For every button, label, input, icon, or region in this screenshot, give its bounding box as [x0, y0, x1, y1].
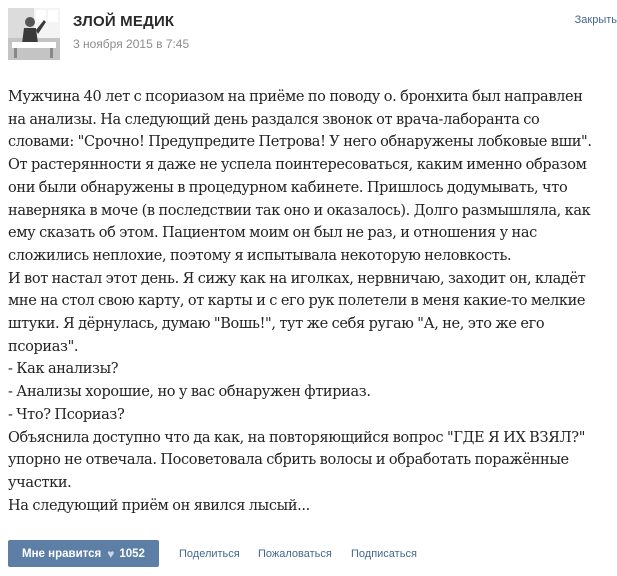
text-line: Объяснила доступно что да как, на повторяющийся вопрос "ГДЕ Я ИХ ВЗЯЛ?" — [8, 429, 586, 446]
text-line: От растерянности я даже не успела поинтересоваться, каким именно образом — [8, 157, 587, 174]
text-line: И вот настал этот день. Я сижу как на иголках, нервничаю, заходит он, кладёт — [8, 270, 586, 287]
text-line: на анализы. На следующий день раздался звонок от врача-лаборанта со — [8, 111, 540, 128]
text-line: словами: "Срочно! Предупредите Петрова! У него обнаружены лобковые вши". — [8, 134, 592, 151]
text-line: - Анализы хорошие, но у вас обнаружен фтириаз. — [8, 384, 371, 401]
report-link[interactable]: Пожаловаться — [258, 548, 332, 560]
like-button[interactable] — [8, 540, 159, 567]
text-line: псориаз". — [8, 338, 79, 355]
share-link[interactable]: Поделиться — [179, 548, 240, 560]
text-line: участки. — [8, 474, 72, 491]
text-line: Мужчина 40 лет с псориазом на приёме по поводу о. бронхита был направлен — [8, 89, 583, 105]
text-line: штуки. Я дёрнулась, думаю "Вошь!", тут же себя ругаю "А, не, это же его — [8, 316, 545, 333]
text-line: мне на стол свою карту, от карты и с его рук полетели в меня какие-то мелкие — [8, 293, 586, 310]
post-date[interactable]: 3 ноября 2015 в 7:45 — [73, 37, 190, 51]
avatar-photo — [8, 8, 60, 60]
heart-icon: ♥ — [107, 546, 115, 561]
text-line: - Как анализы? — [8, 361, 119, 378]
text-line: На следующий приём он явился лысый... — [8, 497, 310, 514]
like-count: 1052 — [119, 547, 145, 560]
post-text — [8, 86, 614, 517]
author-name[interactable]: ЗЛОЙ МЕДИК — [73, 13, 175, 30]
subscribe-link[interactable]: Подписаться — [351, 548, 417, 560]
text-line: они были обнаружены в процедурном кабинете. Пришлось додумывать, что — [8, 179, 568, 196]
text-line: наверняка в моче (в последствии так оно и оказалось). Долго размышляла, как — [8, 202, 591, 219]
post-footer — [0, 540, 617, 570]
close-link[interactable]: Закрыть — [574, 14, 617, 26]
text-line: сложились неплохие, поэтому я испытывала некоторую неловкость. — [8, 247, 512, 264]
post-header — [0, 0, 617, 72]
like-label: Мне нравится — [22, 547, 102, 560]
text-line: - Что? Псориаз? — [8, 406, 125, 423]
text-line: упорно не отвечала. Посоветовала сбрить волосы и обработать поражённые — [8, 452, 569, 469]
text-line: ему сказать об этом. Пациентом моим он был не раз, и отношения у нас — [8, 225, 537, 242]
author-avatar[interactable] — [8, 8, 60, 60]
